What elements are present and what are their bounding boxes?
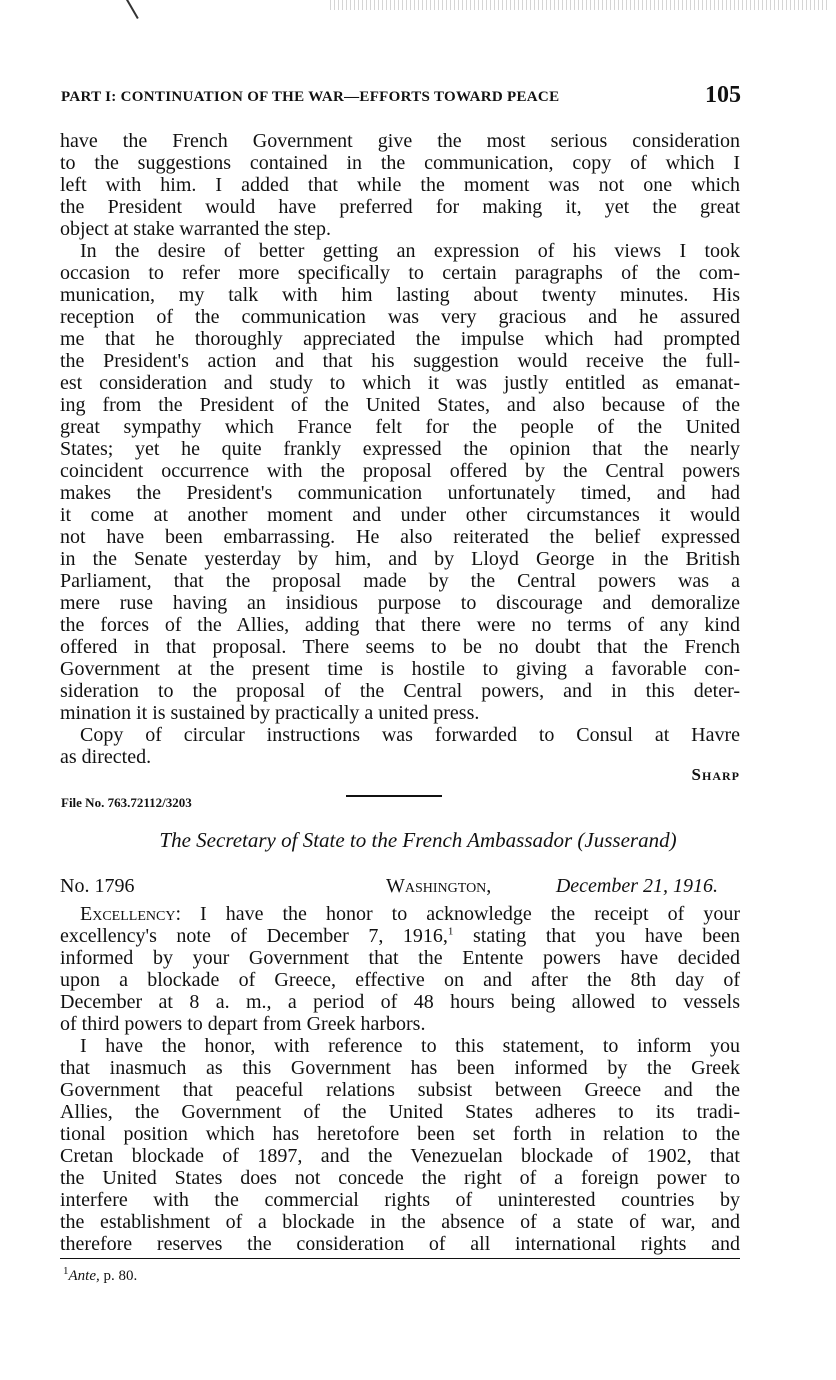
body-line: [60, 925, 740, 947]
scan-artifact: [330, 0, 830, 10]
footnote-text: p. 80.: [99, 1268, 138, 1284]
body-line: in the Senate yesterday by him, and by Lloyd George in the British: [60, 548, 740, 570]
body-line: munication, my talk with him lasting about twenty minutes. His: [60, 284, 740, 306]
body-line: In the desire of better getting an expression of his views I took: [80, 240, 740, 262]
body-line: makes the President's communication unfortunately timed, and had: [60, 482, 740, 504]
body-line: offered in that proposal. There seems to be no doubt that the French: [60, 636, 740, 658]
body-line: the United States does not concede the right of a foreign power to: [60, 1167, 740, 1189]
body-line: informed by your Government that the Entente powers have decided: [60, 947, 740, 969]
body-line: Government that peaceful relations subsist between Greece and the: [60, 1079, 740, 1101]
body-line: Cretan blockade of 1897, and the Venezuelan blockade of 1902, that: [60, 1145, 740, 1167]
body-line: occasion to refer more specifically to certain paragraphs of the com-: [60, 262, 740, 284]
body-line: mination it is sustained by practically a united press.: [60, 702, 480, 724]
running-head-title: PART I: CONTINUATION OF THE WAR—EFFORTS TOWARD PEACE: [61, 89, 560, 105]
body-line: upon a blockade of Greece, effective on and after the 8th day of: [60, 969, 740, 991]
body-line: reception of the communication was very gracious and he assured: [60, 306, 740, 328]
body-line: the establishment of a blockade in the absence of a state of war, and: [60, 1211, 740, 1233]
body-line: tional position which has heretofore been set forth in relation to the: [60, 1123, 740, 1145]
dateline-place: Washington,: [386, 875, 492, 897]
body-line: December at 8 a. m., a period of 48 hours being allowed to vessels: [60, 991, 740, 1013]
body-line: Parliament, that the proposal made by the Central powers was a: [60, 570, 740, 592]
footnote-divider: [60, 1258, 740, 1259]
body-line: left with him. I added that while the moment was not one which: [60, 174, 740, 196]
body-text: : I have the honor to acknowledge the receipt of your: [175, 903, 740, 925]
body-line: that inasmuch as this Government has been informed by the Greek: [60, 1057, 740, 1079]
footnote: [63, 1265, 138, 1285]
body-line: Allies, the Government of the United States adheres to its tradi-: [60, 1101, 740, 1123]
body-line: of third powers to depart from Greek harbors.: [60, 1013, 426, 1035]
body-line: I have the honor, with reference to this statement, to inform you: [80, 1035, 740, 1057]
running-head: [61, 82, 741, 112]
body-line: therefore reserves the consideration of all international rights and: [60, 1233, 740, 1255]
body-line: as directed.: [60, 746, 152, 768]
body-line: ing from the President of the United States, and also because of the: [60, 394, 740, 416]
body-line: object at stake warranted the step.: [60, 218, 331, 240]
document-title: The Secretary of State to the French Ambassador (Jusserand): [159, 828, 677, 852]
salutation: Excellency: [80, 903, 176, 925]
signature: Sharp: [691, 765, 740, 784]
footnote-ref: Ante,: [68, 1268, 100, 1284]
body-line: States; yet he quite frankly expressed the opinion that the nearly: [60, 438, 740, 460]
body-line: sideration to the proposal of the Central powers, and in this deter-: [60, 680, 740, 702]
body-line: interfere with the commercial rights of uninterested countries by: [60, 1189, 740, 1211]
note-number: No. 1796: [60, 875, 135, 897]
page-number: 105: [705, 82, 741, 108]
dateline: [60, 875, 740, 899]
body-text: stating that you have been: [453, 925, 740, 947]
body-line: to the suggestions contained in the communication, copy of which I: [60, 152, 740, 174]
dateline-date: December 21, 1916.: [555, 875, 718, 897]
body-line: coincident occurrence with the proposal offered by the Central powers: [60, 460, 740, 482]
body-line: not have been embarrassing. He also reiterated the belief expressed: [60, 526, 740, 548]
body-line: me that he thoroughly appreciated the impulse which had prompted: [60, 328, 740, 350]
body-line: the President would have preferred for making it, yet the great: [60, 196, 740, 218]
body-line: have the French Government give the most serious consideration: [60, 130, 740, 152]
body-line: it come at another moment and under other circumstances it would: [60, 504, 740, 526]
scan-mark: [126, 0, 139, 19]
section-divider: [346, 795, 442, 797]
body-line: the President's action and that his suggestion would receive the full-: [60, 350, 740, 372]
body-line: the forces of the Allies, adding that there were no terms of any kind: [60, 614, 740, 636]
body-line: great sympathy which France felt for the people of the United: [60, 416, 740, 438]
body-line: est consideration and study to which it was justly entitled as emanat-: [60, 372, 740, 394]
body-line: Copy of circular instructions was forwarded to Consul at Havre: [80, 724, 740, 746]
file-number: File No. 763.72112/3203: [61, 795, 192, 810]
body-text: excellency's note of December 7, 1916,: [60, 925, 448, 947]
footnote-number: 1: [63, 1265, 69, 1277]
body-line: Government at the present time is hostile to giving a favorable con-: [60, 658, 740, 680]
footnote-marker: 1: [447, 925, 454, 938]
body-line: [80, 903, 740, 925]
body-line: mere ruse having an insidious purpose to discourage and demoralize: [60, 592, 740, 614]
